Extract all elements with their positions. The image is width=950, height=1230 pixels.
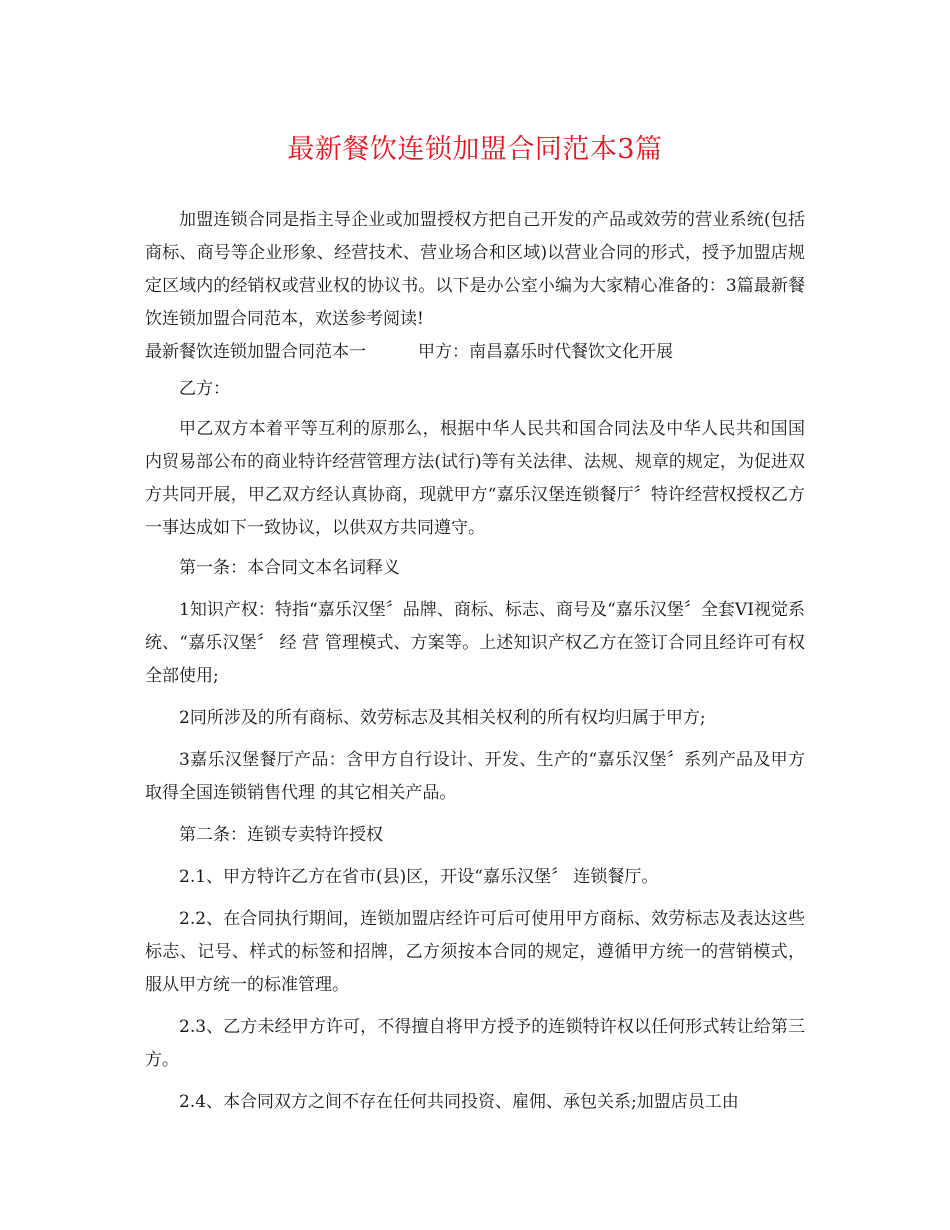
intro-paragraph: 加盟连锁合同是指主导企业或加盟授权方把自己开发的产品或效劳的营业系统(包括商标、商号等企业形象、经营技术、营业场合和区域)以营业合同的形式，授予加盟店规定区域内的经销权或营业权的协议书。以下是办公室小编为大家精心准备的：3篇最新餐饮连锁加盟合同范本，欢送参考阅读! — [145, 210, 805, 329]
preamble-paragraph: 甲乙双方本着平等互利的原那么，根据中华人民共和国合同法及中华人民共和国国内贸易部公布的商业特许经营管理方法(试行)等有关法律、法规、规章的规定，为促进双方共同开展，甲乙双方经认真协商，现就甲方“嘉乐汉堡连锁餐厅〞特许经营权授权乙方一事达成如下一致协议，以供双方共同遵守。 — [145, 419, 805, 538]
heading-spacer — [366, 336, 418, 369]
article2-item3: 2.3、乙方未经甲方许可，不得擅自将甲方授予的连锁特许权以任何形式转让给第三方。 — [145, 1017, 805, 1070]
article1-item2: 2同所涉及的所有商标、效劳标志及其相关权利的所有权均归属于甲方; — [179, 708, 706, 728]
article1-item3: 3嘉乐汉堡餐厅产品：含甲方自行设计、开发、生产的“嘉乐汉堡〞系列产品及甲方取得全国连锁销售代理 的其它相关产品。 — [145, 750, 805, 803]
article2-title: 第二条：连锁专卖特许授权 — [179, 825, 383, 845]
sample-heading: 最新餐饮连锁加盟合同范本一 — [145, 342, 366, 362]
article1-item1: 1知识产权：特指“嘉乐汉堡〞品牌、商标、标志、商号及“嘉乐汉堡〞全套VI视觉系统、“嘉乐汉堡〞 经 营 管理模式、方案等。上述知识产权乙方在签订合同且经许可有权全部使用; — [145, 600, 805, 686]
article1-title: 第一条：本合同文本名词释义 — [179, 558, 400, 578]
article2-item1: 2.1、甲方特许乙方在省市(县)区，开设“嘉乐汉堡〞 连锁餐厅。 — [179, 867, 659, 887]
document-body — [145, 204, 805, 1119]
article2-item2: 2.2、在合同执行期间，连锁加盟店经许可后可使用甲方商标、效劳标志及表达这些标志、记号、样式的标签和招牌，乙方须按本合同的规定，遵循甲方统一的营销模式，服从甲方统一的标准管理。 — [145, 909, 805, 995]
sample-heading-line — [145, 336, 805, 369]
party-a: 甲方：南昌嘉乐时代餐饮文化开展 — [418, 342, 673, 362]
article2-item4: 2.4、本合同双方之间不存在任何共同投资、雇佣、承包关系;加盟店员工由 — [179, 1092, 739, 1112]
party-b: 乙方： — [179, 379, 230, 399]
document-title: 最新餐饮连锁加盟合同范本3篇 — [287, 134, 663, 165]
